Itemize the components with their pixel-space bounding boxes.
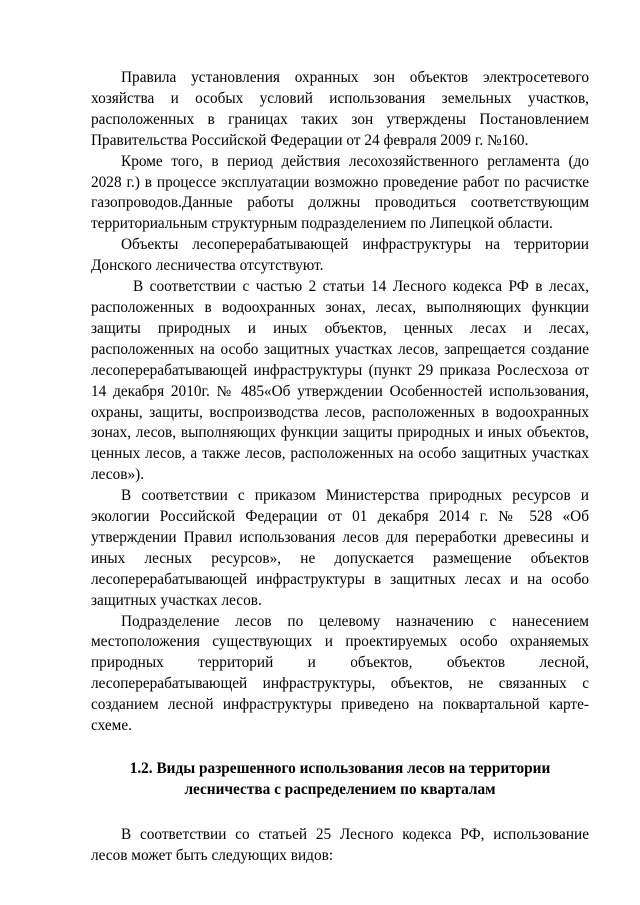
section-heading-line-1: 1.2. Виды разрешенного использования лесов на территории bbox=[129, 760, 551, 777]
paragraph-no-processing-infrastructure: Объекты лесоперерабатывающей инфраструктуры на территории Донского лесничества отсутствуют. bbox=[91, 236, 589, 275]
spacer bbox=[91, 737, 589, 758]
paragraph-map-scheme: Подразделение лесов по целевому назначению с нанесением местоположения существующих и проектируемых особо охраняемых природных территорий и объектов, объектов лесной, лесоперерабатывающей инфраструктуры, объектов, не связанных с созданием лесной инфраструктуры приведено на поквартальной карте-схеме. bbox=[91, 612, 589, 735]
paragraph-gas-pipeline-clearing: Кроме того, в период действия лесохозяйственного регламента (до 2028 г.) в процессе эксплуатации возможно проведение работ по расчистке газопроводов.Данные работы должны проводиться соответствующим территориальным структурным подразделением по Липецкой области. bbox=[91, 152, 589, 233]
paragraph-ministry-order-528: В соответствии с приказом Министерства природных ресурсов и экологии Российской Федерации от 01 декабря 2014 г. № 528 «Об утверждении Правил использования лесов для переработки древесины и иных лесных ресурсов», не допускается размещение объектов лесоперерабатывающей инфраструктуры в защитных лесах и на особо защитных участках лесов. bbox=[91, 487, 589, 609]
document-page bbox=[91, 68, 589, 867]
section-heading-line-2: лесничества с распределением по кварталам bbox=[184, 781, 496, 798]
paragraph-power-grid-zones: Правила установления охранных зон объектов электросетевого хозяйства и особых условий использования земельных участков, расположенных в границах таких зон утверждены Постановлением Правительства Российской Федерации от 24 февраля 2009 г. №160. bbox=[91, 69, 589, 149]
spacer bbox=[91, 800, 589, 825]
paragraph-forest-use-types: В соответствии со статьей 25 Лесного кодекса РФ, использование лесов может быть следующих видов: bbox=[91, 826, 589, 864]
paragraph-forest-code-article-14: В соответствии с частью 2 статьи 14 Лесного кодекса РФ в лесах, расположенных в водоохранных зонах, лесах, выполняющих функции защиты природных и иных объектов, ценных лесах и лесах, расположенных на особо защитных участках лесов, запрещается создание лесоперерабатывающей инфраструктуры (пункт 29 приказа Рослесхоза от 14 декабря 2010г. № 485«Об утверждении Особенностей использования, охраны, защиты, воспроизводства лесов, расположенных в водоохранных зонах, лесов, выполняющих функции защиты природных и иных объектов, ценных лесов, а также лесов, расположенных на особо защитных участках лесов»). bbox=[91, 278, 589, 484]
